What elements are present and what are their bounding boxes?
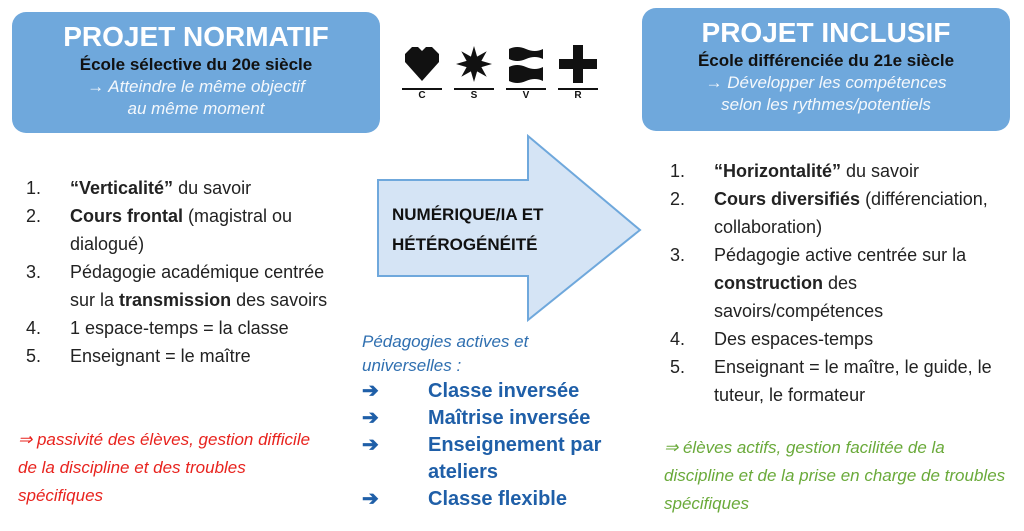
list-item <box>670 157 1010 185</box>
item-emphasis: “Horizontalité” <box>714 161 842 181</box>
item-text <box>714 185 1010 241</box>
pedagogy-item <box>362 486 618 513</box>
pedagogy-item <box>362 378 618 405</box>
item-text-part: Enseignant = le maître <box>70 346 251 366</box>
arrow-label <box>392 200 592 260</box>
arrow-bullet-icon: ➔ <box>362 434 379 456</box>
item-emphasis: construction <box>714 273 824 293</box>
inclusive-note: selon les rythmes/potentiels <box>721 95 931 114</box>
cross-icon <box>558 44 598 101</box>
pedagogy-item <box>362 432 618 486</box>
item-number: 1. <box>26 178 42 198</box>
list-item <box>26 342 341 370</box>
inclusive-note: → Développer les compétences <box>705 73 947 92</box>
pedagogy-label: Maîtrise inversée <box>428 407 591 429</box>
item-text-part: Des espaces-temps <box>714 329 874 349</box>
list-item <box>26 314 341 342</box>
item-text <box>70 202 341 258</box>
csvr-icons <box>402 44 598 101</box>
item-number: 3. <box>26 262 42 282</box>
list-item <box>26 258 341 314</box>
icon-label: V <box>522 90 530 101</box>
item-text <box>70 314 289 342</box>
pedagogy-label: Enseignement par ateliers <box>428 434 602 483</box>
item-text <box>70 174 251 202</box>
item-text-part: du savoir <box>173 178 252 198</box>
item-number: 2. <box>670 189 686 209</box>
inclusive-subtitle: École différenciée du 21e siècle <box>697 51 955 70</box>
list-item <box>670 241 1010 325</box>
item-number: 5. <box>26 346 42 366</box>
arrow-label-line: HÉTÉROGÉNÉITÉ <box>392 235 538 254</box>
icon-label: S <box>470 90 478 101</box>
item-text-part: Pédagogie active centrée sur la <box>714 245 967 265</box>
star-icon <box>454 44 494 101</box>
list-item <box>26 174 341 202</box>
item-text-part: 1 espace-temps = la classe <box>70 318 289 338</box>
waves-icon <box>506 44 546 101</box>
icon-label: C <box>418 90 426 101</box>
arrow-label-line: NUMÉRIQUE/IA ET <box>392 205 544 224</box>
normative-subtitle: École sélective du 20e siècle <box>79 55 313 74</box>
item-text-part: (magistral ou dialogué) <box>70 206 293 254</box>
inclusive-project-box <box>642 8 1010 131</box>
arrow-bullet-icon: ➔ <box>362 407 379 429</box>
item-text-part: (différenciation, collaboration) <box>714 189 988 237</box>
item-text <box>70 342 251 370</box>
item-number: 3. <box>670 245 686 265</box>
normative-list <box>26 174 341 370</box>
normative-note: au même moment <box>127 99 265 118</box>
pedagogy-label: Classe inversée <box>428 380 580 402</box>
item-text <box>714 157 919 185</box>
normative-conclusion: ⇒ passivité des élèves, gestion difficile de la discipline et des troubles spécifiques <box>18 430 311 505</box>
heart-icon <box>402 44 442 101</box>
normative-note: → Atteindre le même objectif <box>87 77 305 96</box>
item-text-part: Enseignant = le maître, le guide, le tuteur, le formateur <box>714 357 992 405</box>
item-number: 5. <box>670 357 686 377</box>
item-emphasis: “Verticalité” <box>70 178 174 198</box>
list-item <box>670 185 1010 241</box>
inclusive-conclusion: ⇒ élèves actifs, gestion facilitée de la discipline et de la prise en charge de troubles spécifiques <box>664 438 1006 513</box>
inclusive-list <box>670 157 1010 409</box>
item-emphasis: transmission <box>119 290 232 310</box>
item-emphasis: Cours frontal <box>70 206 184 226</box>
item-text-part: des savoirs/compétences <box>714 273 884 321</box>
item-text <box>714 241 1010 325</box>
active-pedagogies <box>362 330 618 513</box>
item-text <box>714 325 873 353</box>
item-text-part: Pédagogie académique centrée sur la <box>70 262 325 310</box>
inclusive-title: PROJET INCLUSIF <box>701 17 951 48</box>
normative-title: PROJET NORMATIF <box>63 21 329 52</box>
item-number: 2. <box>26 206 42 226</box>
pedagogies-intro: Pédagogies actives et universelles : <box>362 332 529 375</box>
item-text <box>70 258 341 314</box>
item-emphasis: Cours diversifiés <box>714 189 861 209</box>
item-number: 4. <box>26 318 42 338</box>
list-item <box>670 353 1010 409</box>
list-item <box>670 325 1010 353</box>
arrow-bullet-icon: ➔ <box>362 380 379 402</box>
list-item <box>26 202 341 258</box>
arrow-bullet-icon: ➔ <box>362 488 379 510</box>
item-number: 4. <box>670 329 686 349</box>
item-number: 1. <box>670 161 686 181</box>
normative-project-box <box>12 12 380 133</box>
pedagogy-item <box>362 405 618 432</box>
icon-label: R <box>574 90 582 101</box>
pedagogy-label: Classe flexible <box>428 488 567 510</box>
item-text-part: des savoirs <box>231 290 328 310</box>
item-text-part: du savoir <box>841 161 920 181</box>
item-text <box>714 353 1010 409</box>
